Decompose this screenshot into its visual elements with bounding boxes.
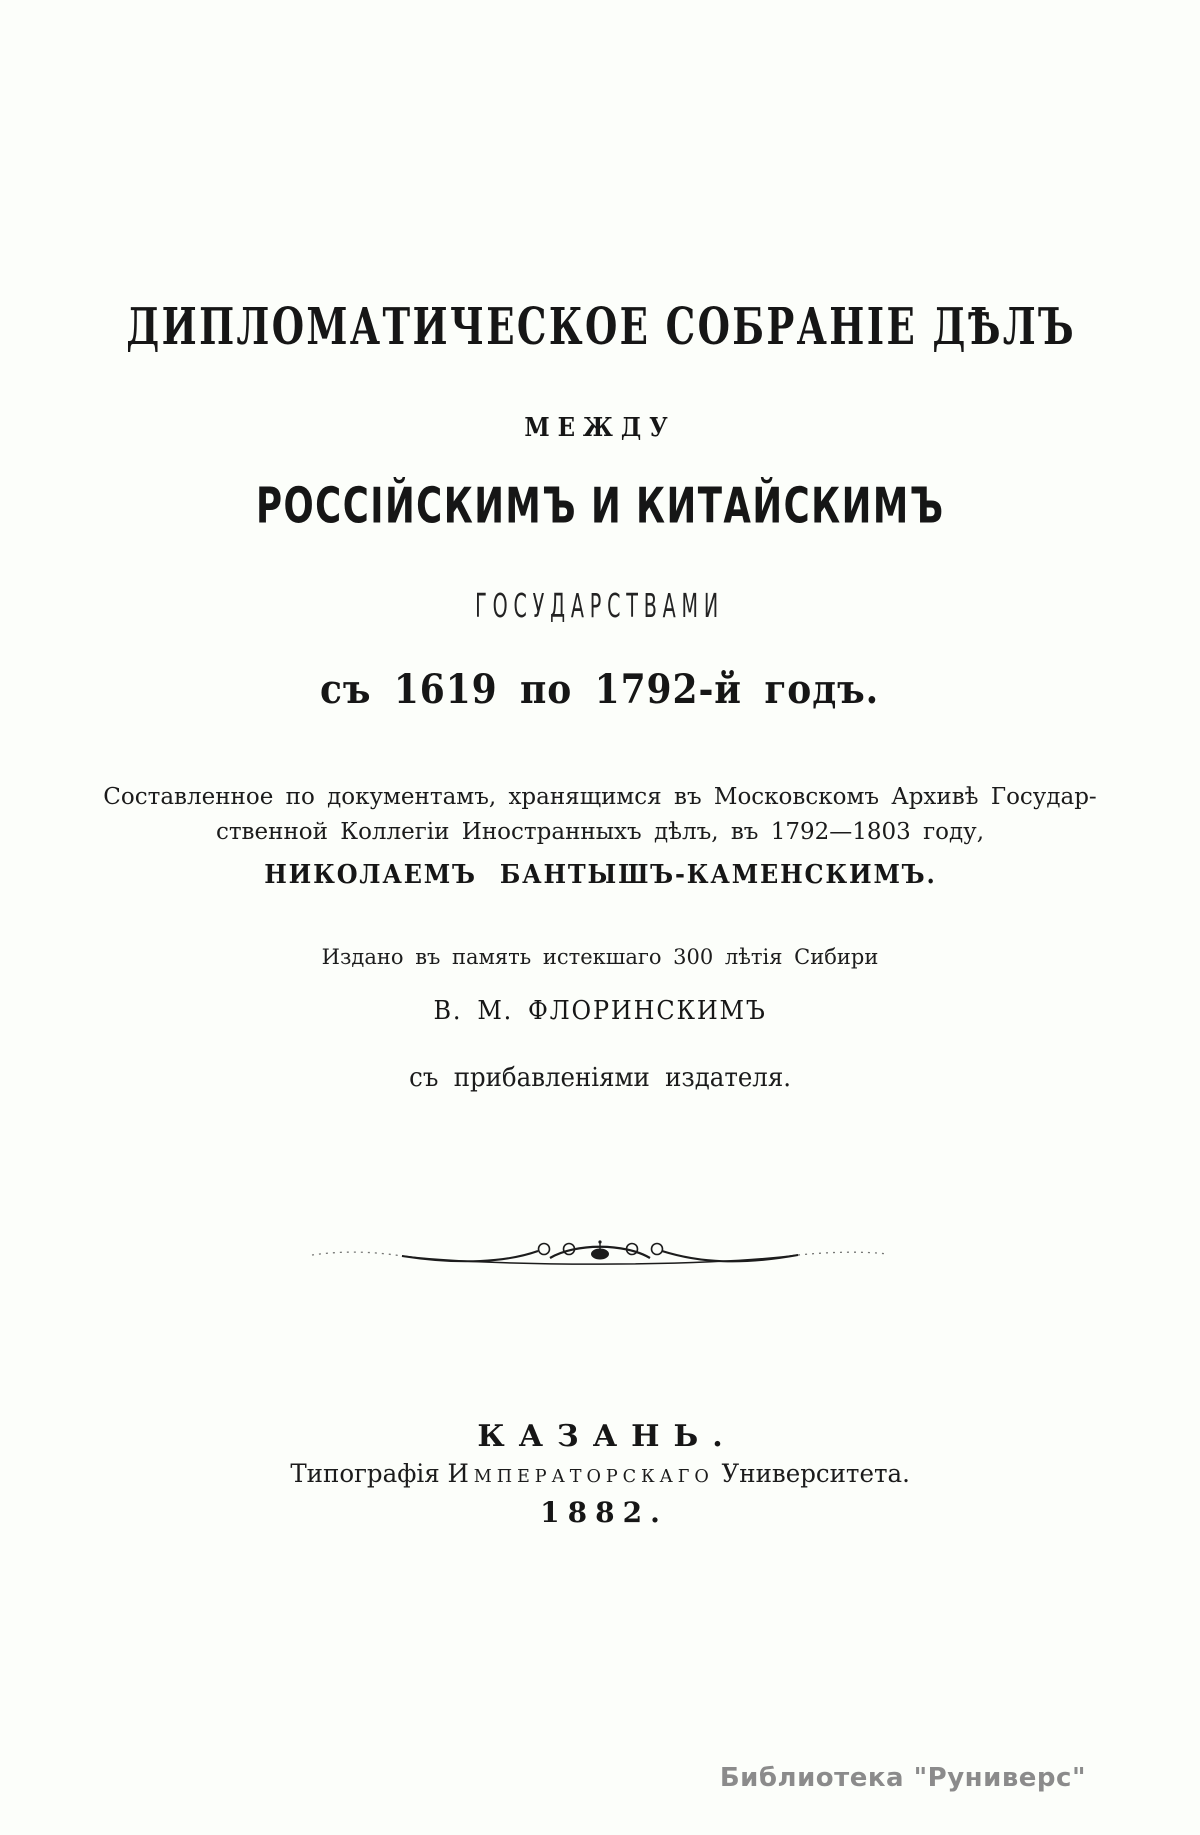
title-states-word: ГОСУДАРСТВАМИ (475, 586, 725, 625)
title-word-between: МЕЖДУ (524, 413, 676, 443)
compiled-note (0, 780, 1200, 850)
book-main-title (0, 297, 1200, 358)
title-date-range: съ 1619 по 1792-й годъ. (320, 666, 880, 713)
compiled-note-line2: ственной Коллегіи Иностранныхъ дѣлъ, въ 1792—1803 году, (215, 819, 985, 845)
published-note: Издано въ память истекшаго 300 лѣтія Сибири (321, 945, 879, 969)
compiler-name: НИКОЛАЕМЪ БАНТЫШЪ-КАМЕНСКИМЪ. (263, 860, 937, 890)
divider-ornament-icon (310, 1238, 890, 1274)
library-watermark (720, 1763, 1086, 1793)
compiled-note-line1: Составленное по документамъ, хранящимся въ Московскомъ Архивѣ Государ- (103, 784, 1097, 810)
library-watermark-label: Библиотека "Руниверс" (719, 1763, 1086, 1793)
printer-suffix: Университета. (721, 1459, 910, 1488)
additions-note: съ прибавленіями издателя. (409, 1063, 791, 1093)
printer-prefix: Типографія (290, 1459, 440, 1488)
title-states-line: РОССІЙСКИМЪ И КИТАЙСКИМЪ (255, 477, 945, 535)
book-main-title-text: ДИПЛОМАТИЧЕСКОЕ СОБРАНІЕ ДѢЛЪ (126, 297, 1076, 358)
imprint-year: 1882. (540, 1496, 668, 1529)
publisher-name: В. М. ФЛОРИНСКИМЪ (433, 996, 767, 1026)
imprint-city: КАЗАНЬ. (477, 1419, 737, 1454)
imprint-printer (0, 1459, 1200, 1488)
printer-caps: Императорскаго (447, 1459, 714, 1488)
